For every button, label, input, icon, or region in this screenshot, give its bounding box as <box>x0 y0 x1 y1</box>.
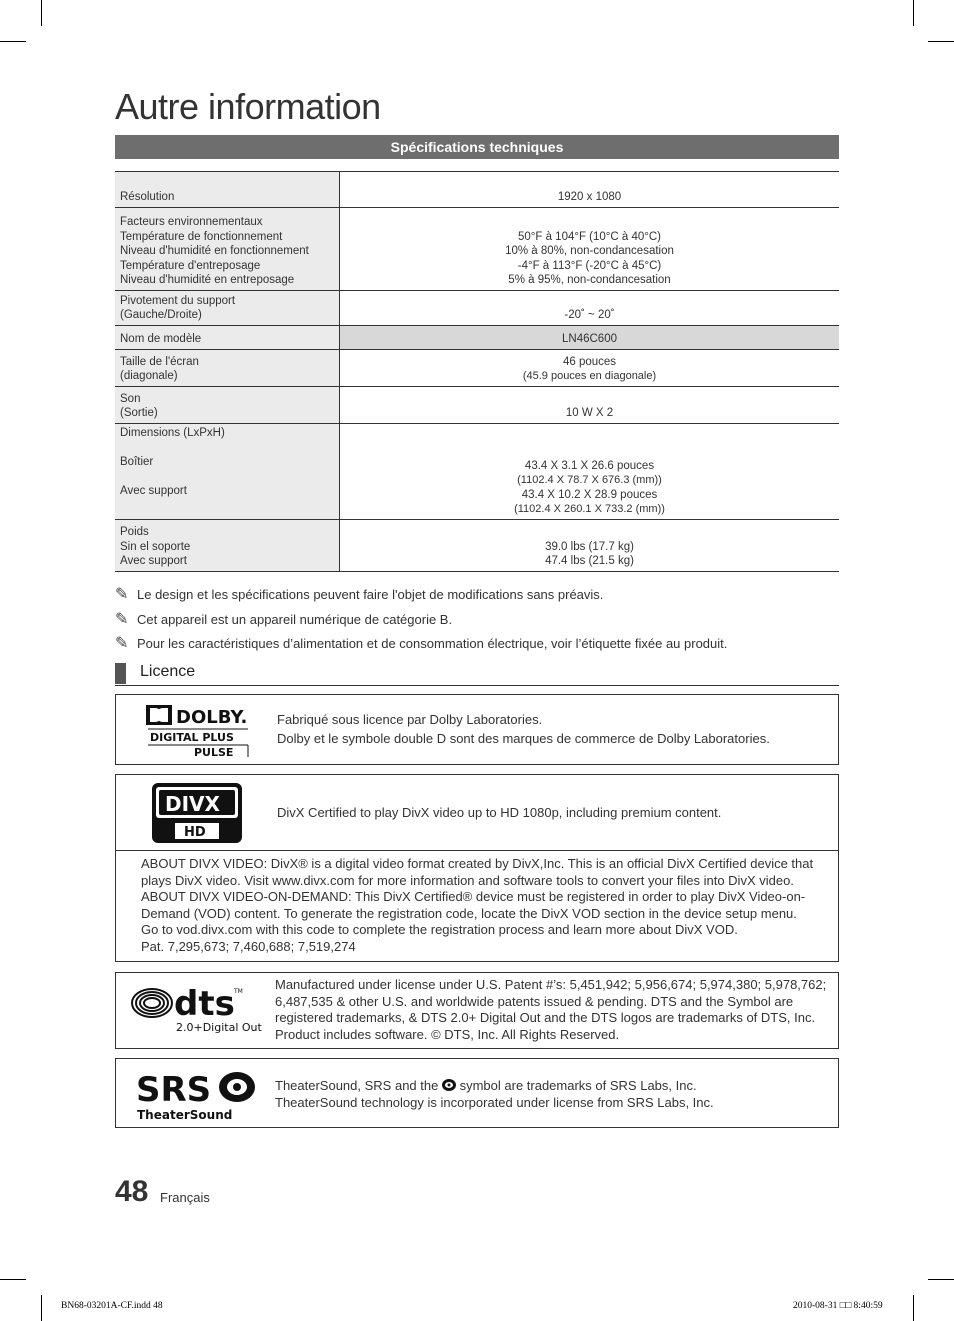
crop-mark <box>928 1279 954 1280</box>
spec-value-line: 39.0 lbs (17.7 kg) <box>545 540 634 553</box>
spec-label-line <box>120 470 334 485</box>
spec-value-line: (1102.4 X 260.1 X 733.2 (mm)) <box>514 503 665 516</box>
srs-wordmark: SRS <box>136 1070 212 1110</box>
divx-about-line: ABOUT DIVX VIDEO-ON-DEMAND: This DivX Certified® device must be registered in order to play DivX Video-on- <box>141 889 806 905</box>
srs-theatersound-logo <box>136 1067 260 1121</box>
dolby-digital-plus: DIGITAL PLUS <box>150 731 234 744</box>
divx-about-line: Pat. 7,295,673; 7,460,688; 7,519,274 <box>141 938 356 954</box>
spec-label-line: (Gauche/Droite) <box>120 309 202 322</box>
spec-value <box>340 424 840 520</box>
spec-row <box>115 172 839 208</box>
page-language: Français <box>160 1190 210 1205</box>
spec-value <box>340 208 840 291</box>
srs-line: TheaterSound, SRS and the symbol are trademarks of SRS Labs, Inc. <box>275 1078 697 1093</box>
spec-value-line: LN46C600 <box>562 333 617 346</box>
divx-wordmark: DIVX <box>165 792 220 816</box>
page-title: Autre information <box>115 86 381 127</box>
spec-value-line: 43.4 X 3.1 X 26.6 pouces <box>524 459 655 472</box>
note-item <box>115 609 855 634</box>
srs-text <box>275 1078 714 1111</box>
spec-value-line: 50°F à 104°F (10°C à 40°C) <box>517 230 662 243</box>
spec-value-line: 10 W X 2 <box>565 407 614 420</box>
divx-about-line: Go to vod.divx.com with this code to complete the registration process and learn more about DivX VOD. <box>141 922 738 938</box>
srs-line: TheaterSound technology is incorporated under license from SRS Labs, Inc. <box>275 1094 714 1110</box>
spec-label-line: Température de fonctionnement <box>120 230 283 243</box>
spec-label-line: Boîtier <box>120 456 154 469</box>
dts-text <box>275 977 826 1043</box>
crop-mark <box>0 1279 26 1280</box>
heading-marker <box>115 663 126 684</box>
spec-label-line: Niveau d'humidité en fonctionnement <box>120 245 309 258</box>
spec-row <box>115 350 839 387</box>
note-item <box>115 633 855 658</box>
spec-label-line: Pivotement du support <box>120 294 236 307</box>
spec-value <box>340 387 840 424</box>
dts-digital-out: 2.0+Digital Out <box>176 1021 262 1034</box>
crop-mark <box>41 0 42 26</box>
dolby-licence-box <box>115 694 839 765</box>
dolby-wordmark: DOLBY. <box>176 707 248 728</box>
crop-mark <box>913 0 914 26</box>
spec-row <box>115 387 839 424</box>
note-item <box>115 584 855 609</box>
crop-mark <box>41 1295 42 1321</box>
spec-label-line <box>120 441 334 456</box>
crop-mark <box>913 1295 914 1321</box>
spec-label-line: Son <box>120 392 141 405</box>
spec-label <box>115 424 340 520</box>
spec-value-line: -4°F à 113°F (-20°C à 45°C) <box>517 259 662 272</box>
spec-row <box>115 424 839 520</box>
pencil-icon: ✎ <box>115 610 129 628</box>
spec-label-line: Niveau d'humidité en entreposage <box>120 274 295 287</box>
note-text: Le design et les spécifications peuvent faire l'objet de modifications sans préavis. <box>137 587 604 602</box>
spec-label-line: Température d'entreposage <box>120 259 261 272</box>
spec-label <box>115 350 340 387</box>
divx-divider <box>116 850 838 851</box>
spec-value <box>340 326 840 350</box>
spec-value <box>340 172 840 208</box>
spec-value-line: (1102.4 X 78.7 X 676.3 (mm)) <box>517 474 662 487</box>
dts-line: Product includes software. © DTS, Inc. All Rights Reserved. <box>275 1026 620 1042</box>
srs-symbol-icon <box>442 1079 456 1091</box>
pencil-icon: ✎ <box>115 586 129 603</box>
pencil-icon: ✎ <box>115 635 129 652</box>
divx-about-line: Demand (VOD) content. To generate the registration code, locate the DivX VOD section in the device setup menu. <box>141 905 797 921</box>
crop-mark <box>0 41 26 42</box>
spec-value-line: 43.4 X 10.2 X 28.9 pouces <box>521 488 658 501</box>
dolby-line: Fabriqué sous licence par Dolby Laboratories. <box>277 712 543 727</box>
spec-label-line: Résolution <box>120 191 175 204</box>
dts-trademark: TM <box>234 988 243 995</box>
spec-label <box>115 172 340 208</box>
divx-licence-box <box>115 774 839 962</box>
spec-label <box>115 291 340 326</box>
dolby-logo <box>144 703 252 757</box>
spec-value-line: 10% à 80%, non-condancesation <box>505 245 674 258</box>
spec-row <box>115 291 839 326</box>
srs-licence-box <box>115 1058 839 1128</box>
dolby-text <box>277 712 770 747</box>
dts-logo <box>130 983 262 1035</box>
spec-value-line: 1920 x 1080 <box>557 191 622 204</box>
footer-date: 2010-08-31 □□ 8:40:59 <box>793 1301 883 1311</box>
crop-mark <box>928 41 954 42</box>
dts-line: Manufactured under license under U.S. Patent #’s: 5,451,942; 5,956,674; 5,974,380; 5,978,762; <box>275 977 827 992</box>
notes-list <box>115 584 855 658</box>
spec-label-line: Avec support <box>120 485 187 498</box>
specs-header: Spécifications techniques <box>115 135 839 159</box>
spec-label-line: Sin el soporte <box>120 540 191 553</box>
dolby-line: Dolby et le symbole double D sont des marques de commerce de Dolby Laboratories. <box>277 730 770 746</box>
spec-label <box>115 208 340 291</box>
srs-theatersound: TheaterSound <box>137 1108 233 1121</box>
spec-row <box>115 326 839 350</box>
spec-label-line: Poids <box>120 526 149 539</box>
spec-value-line: (45.9 pouces en diagonale) <box>522 370 657 383</box>
spec-value-line: 46 pouces <box>562 355 617 368</box>
spec-value-line: 47.4 lbs (21.5 kg) <box>545 555 634 568</box>
spec-label <box>115 326 340 350</box>
spec-row <box>115 520 839 572</box>
dts-wordmark: dts <box>174 984 235 1024</box>
divx-about-line: plays DivX video. Visit www.divx.com for more information and software tools to convert your files into DivX video. <box>141 872 794 888</box>
spec-label-line: Avec support <box>120 555 187 568</box>
note-text: Cet appareil est un appareil numérique de catégorie B. <box>137 611 453 627</box>
spec-label-line: (diagonale) <box>120 370 178 383</box>
spec-value-line: 5% à 95%, non-condancesation <box>508 274 671 287</box>
licence-heading <box>115 662 839 686</box>
divx-about-text <box>141 856 813 956</box>
spec-value-line: -20˚ ~ 20˚ <box>564 309 615 322</box>
spec-label-line: Facteurs environnementaux <box>120 216 263 229</box>
dts-licence-box <box>115 972 839 1049</box>
spec-value <box>340 291 840 326</box>
spec-row <box>115 208 839 291</box>
page-number: 48 <box>115 1175 149 1208</box>
licence-title: Licence <box>140 663 196 680</box>
divx-certified-text: DivX Certified to play DivX video up to HD 1080p, including premium content. <box>277 805 722 820</box>
divx-hd-logo <box>151 782 243 844</box>
footer-file: BN68-03201A-CF.indd 48 <box>61 1301 163 1311</box>
specs-table <box>115 171 839 572</box>
divx-hd-mark: HD <box>184 825 206 840</box>
spec-label-line: Dimensions (LxPxH) <box>120 427 225 439</box>
note-text: Pour les caractéristiques d’alimentation et de consommation électrique, voir l’étiquette fixée au produit. <box>137 636 728 651</box>
spec-label-line: (Sortie) <box>120 407 158 420</box>
dts-line: 6,487,535 & other U.S. and worldwide patents issued & pending. DTS and the Symbol are <box>275 993 794 1009</box>
dts-line: registered trademarks, & DTS 2.0+ Digital Out and the DTS logos are trademarks of DTS, Inc. <box>275 1010 816 1026</box>
spec-value <box>340 350 840 387</box>
divx-about-line: ABOUT DIVX VIDEO: DivX® is a digital video format created by DivX,Inc. This is an official DivX Certified device that <box>141 856 814 871</box>
spec-label <box>115 387 340 424</box>
spec-label-line: Nom de modèle <box>120 333 202 346</box>
spec-label <box>115 520 340 572</box>
spec-label-line: Taille de l'écran <box>120 355 199 368</box>
dolby-pulse: PULSE <box>194 746 234 757</box>
spec-value <box>340 520 840 572</box>
